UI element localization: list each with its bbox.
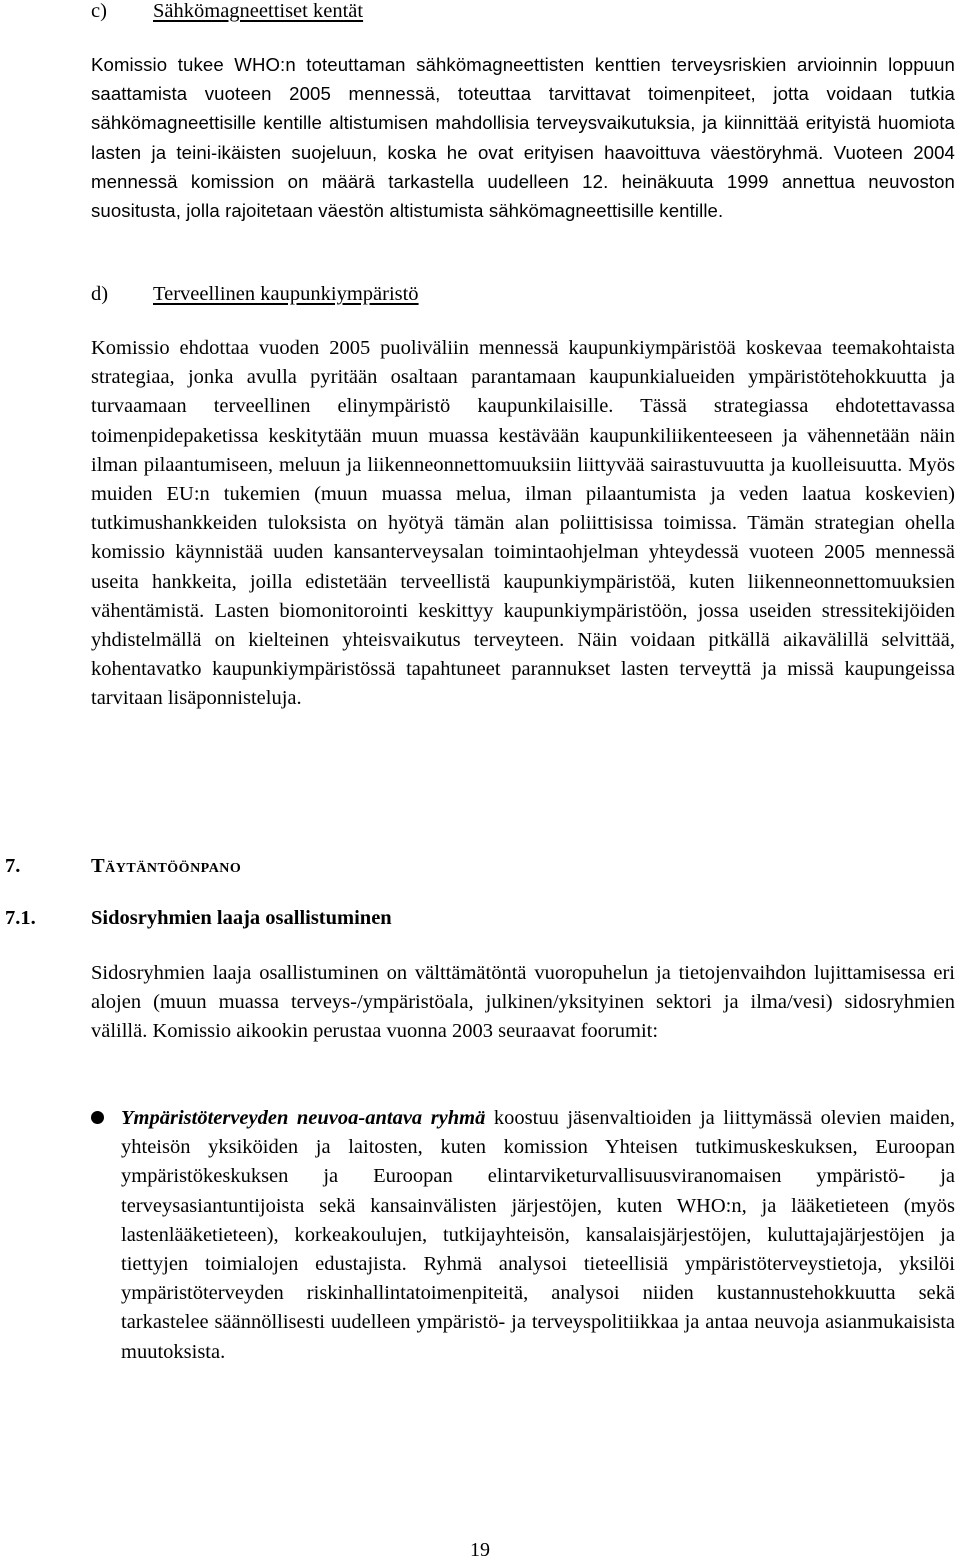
section-7-1-title: Sidosryhmien laaja osallistuminen [91, 907, 392, 929]
bullet-text [121, 1104, 955, 1367]
section-d-letter: d) [91, 283, 109, 305]
bullet-body: koostuu jäsenvaltioiden ja liittymässä olevien maiden, yhteisön yksiköiden ja laitosten, kuten komission Yhteisen tutkimuskeskuksen, Euroopan ympäristökeskuksen ja Euroopan elintarviketurvallisuusviranomaisen ympäristö- ja terveysasiantuntijoista sekä kansainvälisten järjestöjen, kuten WHO:n, ja lääketieteen (myös lastenlääketieteen), korkeakoulujen, tutkijayhteisön, kansalaisjärjestöjen, kuluttajajärjestöjen ja tiettyjen toimialojen edustajista. Ryhmä analysoi tieteellisiä ympäristöterveystietoja, yksilöi ympäristöterveyden riskinhallintatoimenpiteitä, analysoi niiden kustannustehokkuutta sekä tarkastelee säännöllisesti uudelleen ympäristö- ja terveyspolitiikkaa ja antaa neuvoja asianmukaisista muutoksista. [121, 1107, 955, 1363]
section-7-title: Täytäntöönpano [91, 855, 242, 877]
list-item [91, 1104, 955, 1367]
bullet-icon [91, 1111, 104, 1124]
section-d-heading [91, 283, 419, 306]
section-7-1-number: 7.1. [5, 907, 36, 929]
page-number: 19 [470, 1539, 490, 1561]
section-d-title: Terveellinen kaupunkiympäristö [153, 283, 419, 305]
section-7-heading [5, 855, 241, 878]
section-c-heading [91, 0, 363, 23]
bullet-lead: Ympäristöterveyden neuvoa-antava ryhmä [121, 1107, 486, 1129]
section-7-1-heading [5, 907, 392, 930]
paragraph-d: Komissio ehdottaa vuoden 2005 puoliväliin mennessä kaupunkiympäristöä koskevaa teemakohtaista strategiaa, jonka avulla pyritään osaltaan parantamaan kaupunkialueiden ympäristötehokkuutta ja turvaamaan terveellinen elinympäristö kaupunkilaisille. Tässä strategiassa ehdotettavassa toimenpidepaketissa keskitytään muun muassa kestävään kaupunkiliikenteeseen ja vähennetään näin ilman pilaantumiseen, meluun ja liikenneonnettomuuksiin liittyvää sairastuvuutta ja kuolleisuutta. Myös muiden EU:n tukemien (muun muassa melua, ilman pilaantumista ja veden laatua koskevien) tutkimushankkeiden tuloksista on hyötyä tämän alan poliittisissa toimissa. Tämän strategian ohella komissio käynnistää uuden kansanterveysalan toimintaohjelman yhteydessä vuoteen 2005 mennessä useita hankkeita, joilla edistetään terveellistä kaupunkiympäristöä, kuten liikenneonnettomuuksien vähentämistä. Lasten biomonitorointi keskittyy kaupunkiympäristöön, jossa useiden stressitekijöiden yhdistelmällä on kielteinen yhteisvaikutus terveyteen. Näin voidaan pitkällä aikavälillä selvittää, kohentavatko kaupunkiympäristössä tapahtuneet parannukset lasten terveyttä ja missä kaupungeissa tarvitaan lisäponnisteluja. [91, 337, 955, 710]
section-7-number: 7. [5, 855, 21, 877]
section-c-letter: c) [91, 0, 107, 22]
paragraph-c: Komissio tukee WHO:n toteuttaman sähkömagneettisten kenttien terveysriskien arvioinnin loppuun saattamista vuoteen 2005 mennessä, toteuttaa tarvittavat toimenpiteet, jotta voidaan tutkia sähkömagneettisille kentille altistumisen mahdollisia terveysvaikutuksia, ja kiinnittää erityistä huomiota lasten ja teini-ikäisten suojeluun, koska he ovat erityisen haavoittuva väestöryhmä. Vuoteen 2004 mennessä komission on määrä tarkastella uudelleen 12. heinäkuuta 1999 annettua neuvoston suositusta, jolla rajoitetaan väestön altistumista sähkömagneettisille kentille. [91, 54, 955, 222]
paragraph-7-1: Sidosryhmien laaja osallistuminen on välttämätöntä vuoropuhelun ja tietojenvaihdon lujittamisessa eri alojen (muun muassa terveys-/ympäristöala, julkinen/yksityinen sektori ja ilma/vesi) sidosryhmien välillä. Komissio aikookin perustaa vuonna 2003 seuraavat foorumit: [91, 962, 955, 1043]
section-c-title: Sähkömagneettiset kentät [153, 0, 364, 22]
